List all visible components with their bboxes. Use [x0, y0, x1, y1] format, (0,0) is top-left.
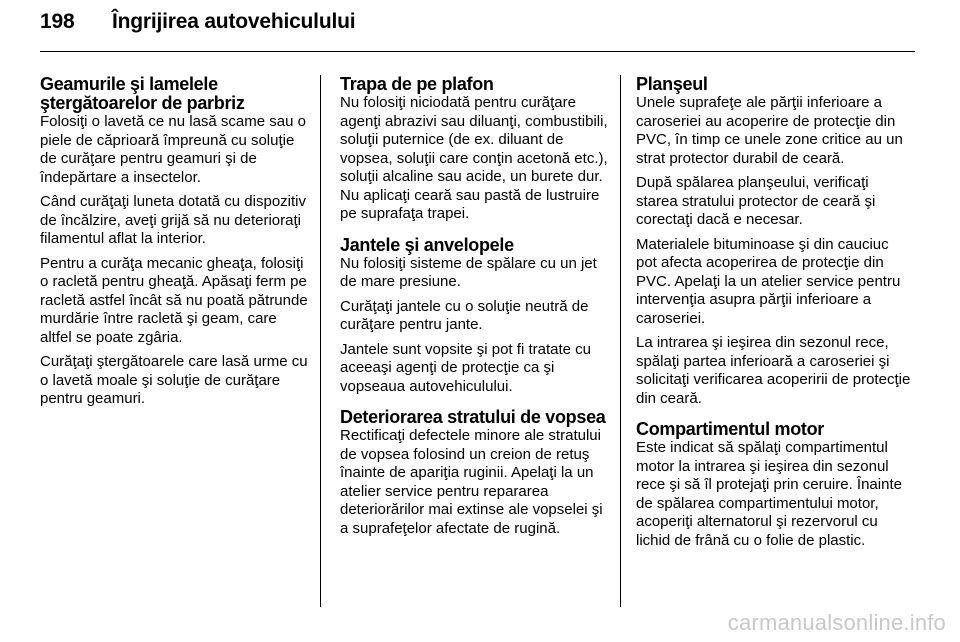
paragraph: Jantele sunt vopsite şi pot fi tratate cu aceeaşi agenţi de protecţie ca şi vopseaua autovehiculului.	[340, 340, 591, 395]
section-title-underbody: Planşeul	[636, 74, 708, 94]
column-divider-1	[320, 75, 321, 607]
section-title-wheels: Jantele şi anvelopele	[340, 234, 514, 255]
paragraph: Este indicat să spălaţi compartimentul motor la intrarea şi ieşirea din sezonul rece şi să îl protejaţi prin ceruire. Înainte de spălarea compartimentului motor, acoperiţi alternatorul şi rezervorul cu lichid de frână cu o folie de plastic.	[636, 439, 902, 549]
section-title-sunroof: Trapa de pe plafon	[340, 74, 494, 94]
section-title-paint-damage: Deteriorarea stratului de vopsea	[340, 407, 606, 427]
paragraph: Curăţaţi ştergătoarele care lasă urme cu o lavetă moale şi soluţie de curăţare pentru geamuri.	[40, 353, 308, 407]
paragraph: Când curăţaţi luneta dotată cu dispozitiv de încălzire, aveţi grijă să nu deterioraţi filamentul aflat la interior.	[40, 193, 306, 247]
section-title-engine-compartment: Compartimentul motor	[636, 419, 825, 439]
paragraph: Nu folosiţi niciodată pentru curăţare agenţi abrazivi sau diluanţi, combustibili, soluţii puternice (de ex. diluant de vopsea, soluţii care conţin acetonă etc.), soluţii alcaline sau acide, un burete dur. Nu aplicaţi ceară sau pastă de lustruire pe suprafaţa trapei.	[340, 94, 608, 222]
paragraph: La intrarea şi ieşirea din sezonul rece, spălaţi partea inferioară a caroseriei şi solicitaţi verificarea acoperirii de protecţie din ceară.	[636, 334, 911, 407]
page-number: 198	[40, 10, 75, 33]
page-header	[40, 10, 355, 34]
watermark: carmanualsonline.info	[727, 610, 946, 635]
column-1	[40, 75, 308, 415]
paragraph: Rectificaţi defectele minore ale stratului de vopsea folosind un creion de retuş înainte de apariţia ruginii. Apelaţi la un atelier service pentru repararea deteriorărilor mai extinse ale vopselei şi a suprafeţelor afectate de rugină.	[340, 427, 603, 537]
paragraph: Pentru a curăţa mecanic gheaţa, folosiţi o racletă pentru gheaţă. Apăsaţi ferm pe racletă astfel încât să nu poată pătrunde murdărie între racletă şi geam, care altfel se poate zgâria.	[40, 254, 308, 346]
paragraph: Materialele bituminoase şi din cauciuc pot afecta acoperirea de protecţie din PVC. Apelaţi la un atelier service pentru intervenţia asupra părţii inferioare a caroseriei.	[636, 235, 901, 327]
paragraph: Unele suprafeţe ale părţii inferioare a caroseriei au acoperire de protecţie din PVC, în timp ce unele zone critice au un strat protector durabil de ceară.	[636, 94, 903, 167]
column-divider-2	[620, 75, 621, 607]
section-title-windows: Geamurile şi lamelele ştergătoarelor de parbriz	[40, 74, 245, 113]
header-rule	[40, 51, 915, 52]
paragraph: Curăţaţi jantele cu o soluţie neutră de curăţare pentru jante.	[340, 297, 589, 333]
column-3	[636, 75, 912, 556]
paragraph: Nu folosiţi sisteme de spălare cu un jet de mare presiune.	[340, 254, 597, 290]
paragraph: Folosiţi o lavetă ce nu lasă scame sau o piele de căprioară împreună cu soluţie de curăţare pentru geamuri şi de îndepărtare a insectelor.	[40, 113, 306, 186]
column-2	[340, 75, 608, 544]
paragraph: După spălarea planşeului, verificaţi starea stratului protector de ceară şi corectaţi dacă e necesar.	[636, 174, 876, 228]
chapter-title: Îngrijirea autovehiculului	[112, 10, 356, 33]
